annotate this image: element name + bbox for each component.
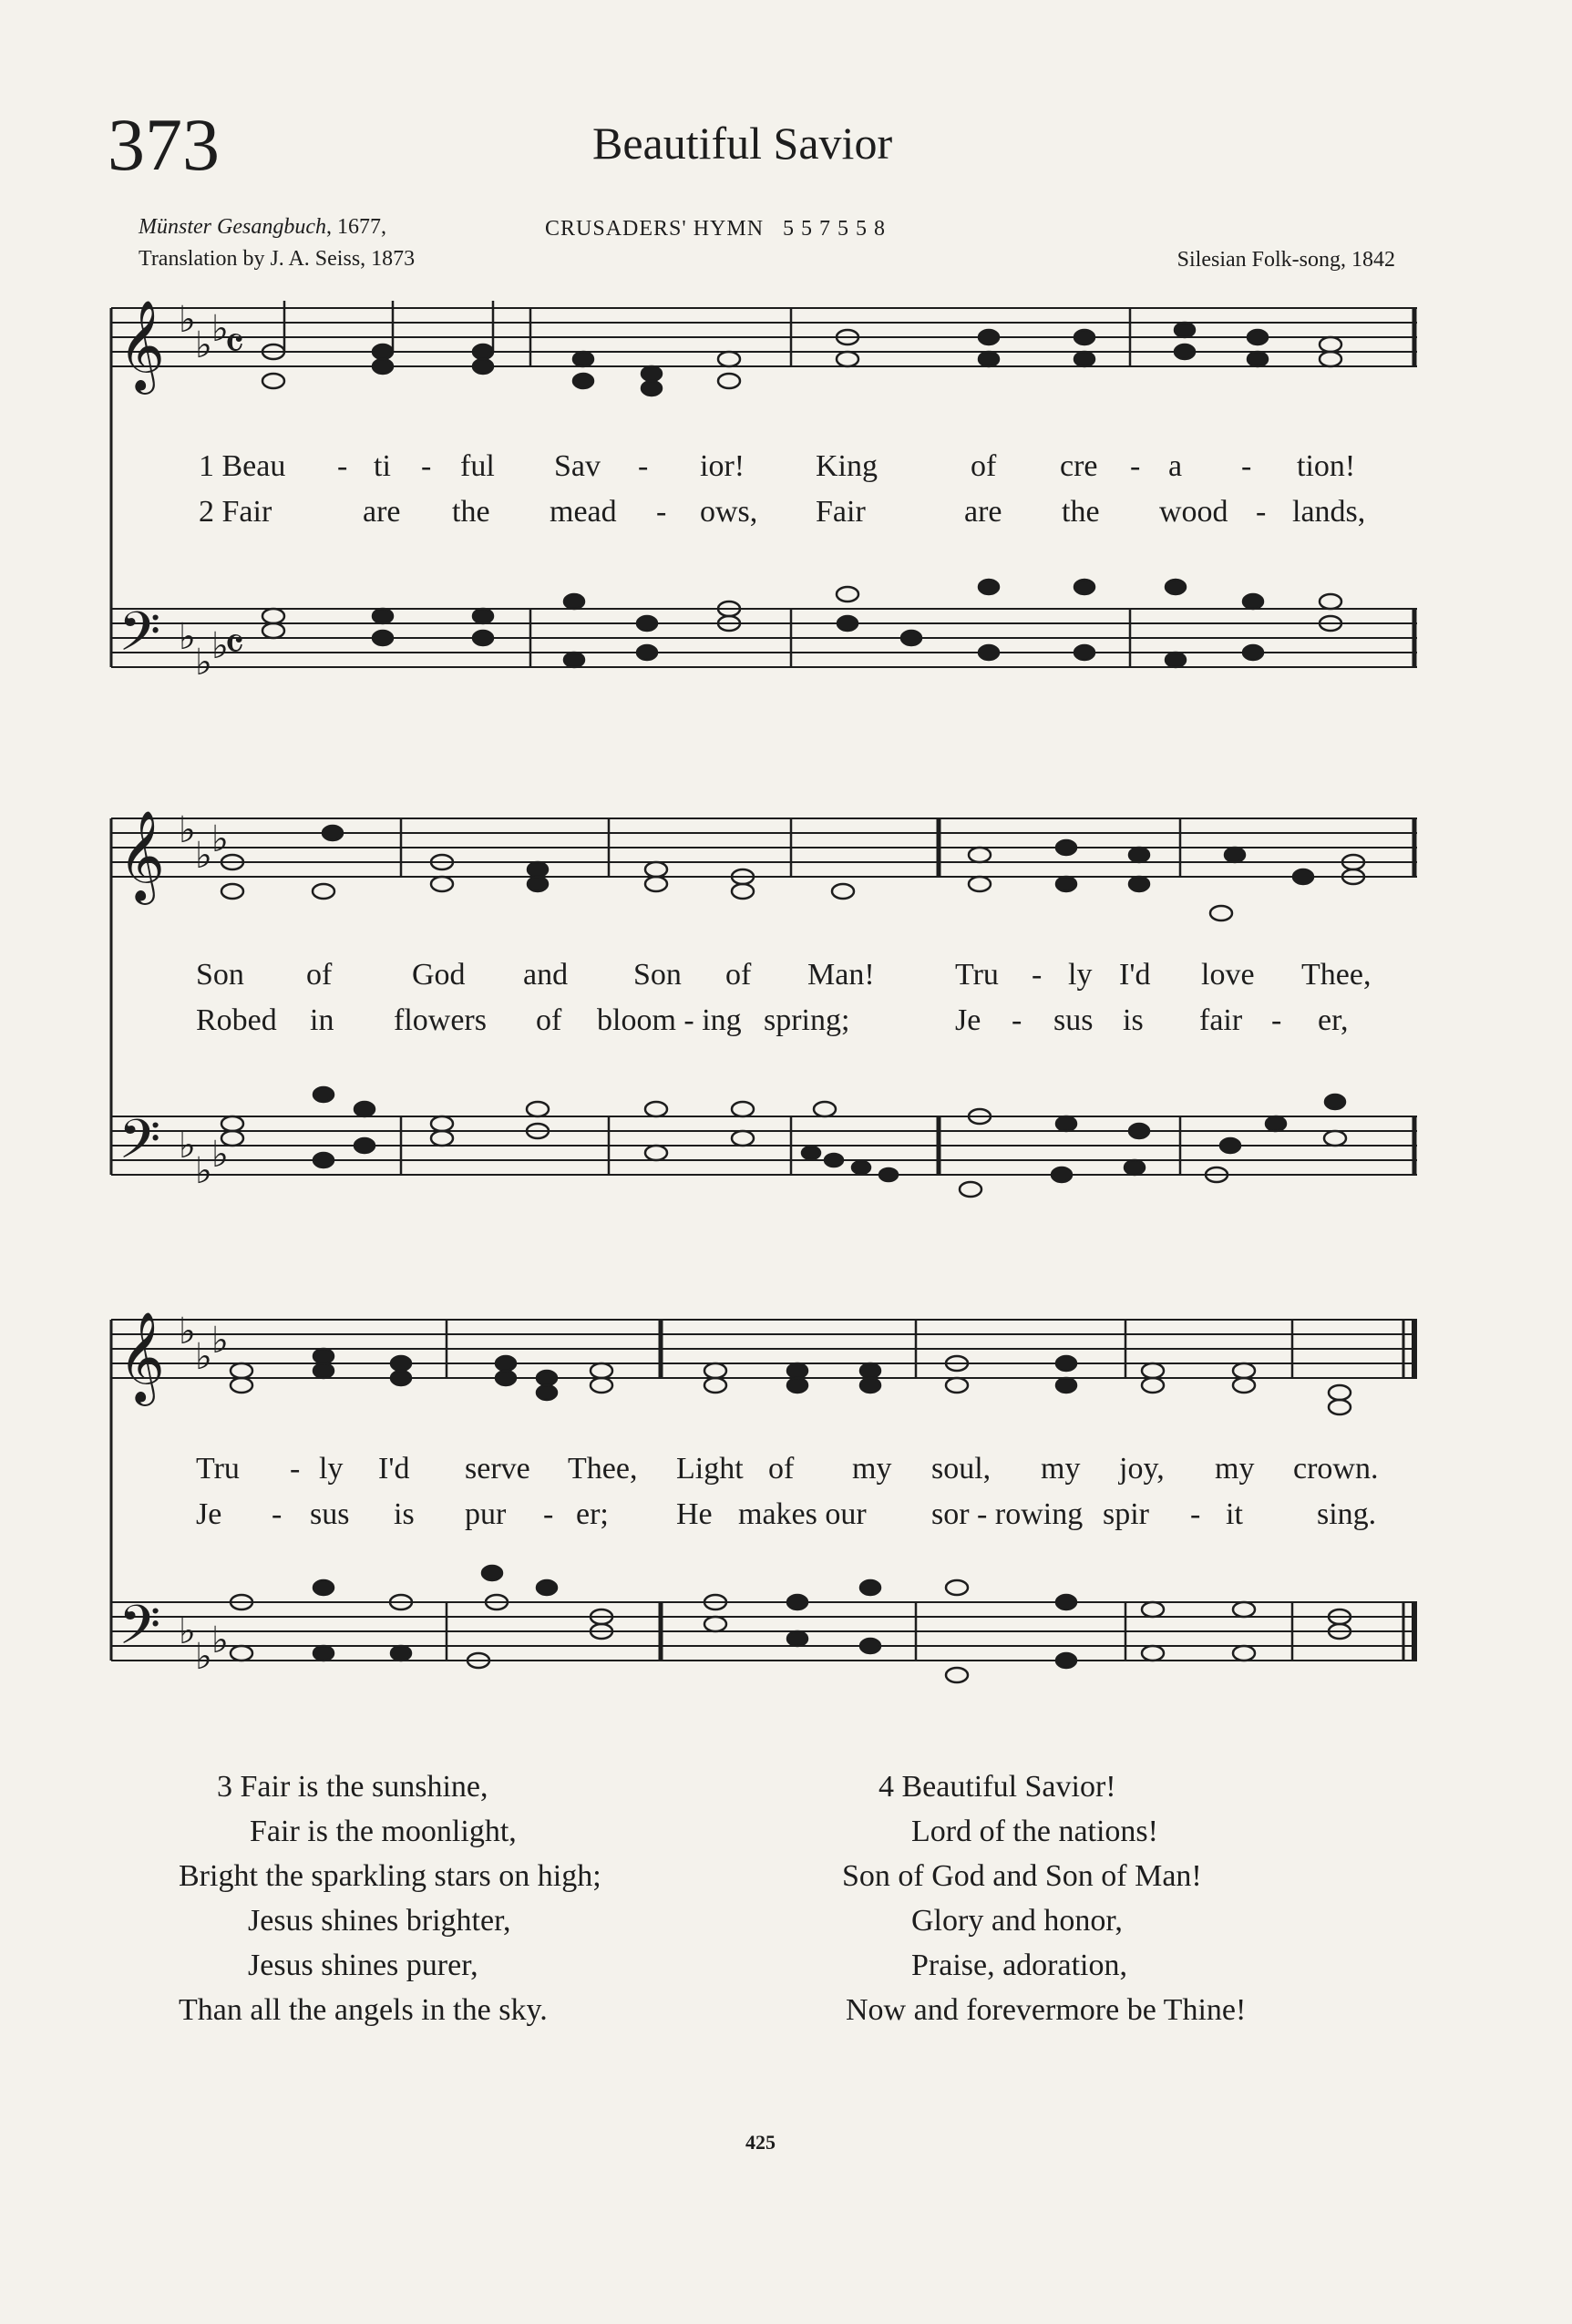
svg-text:♭: ♭ xyxy=(179,809,196,851)
stanza-line: 3 Fair is the sunshine, xyxy=(217,1770,488,1804)
svg-text:♭: ♭ xyxy=(211,1134,229,1176)
lyric-syllable: are xyxy=(964,495,1002,529)
stanza-line: Praise, adoration, xyxy=(911,1949,1127,1982)
lyric-syllable: 1 Beau xyxy=(199,449,286,483)
lyric-syllable: spring; xyxy=(764,1003,850,1037)
lyric-syllable: Tru xyxy=(955,958,999,992)
svg-text:𝄞: 𝄞 xyxy=(118,810,165,901)
stanza-line: 4 Beautiful Savior! xyxy=(878,1770,1116,1804)
stanza-3 xyxy=(179,1764,601,2032)
lyric-syllable: and xyxy=(523,958,569,992)
svg-text:𝄞: 𝄞 xyxy=(118,300,165,391)
lyric-syllable: Robed xyxy=(196,1003,277,1037)
lyric-hyphen: - xyxy=(1130,449,1141,483)
stanza-line: Son of God and Son of Man! xyxy=(842,1859,1202,1893)
lyric-hyphen: - xyxy=(272,1497,283,1531)
lyric-syllable: the xyxy=(1062,495,1100,529)
page-number: 425 xyxy=(745,2131,776,2154)
text-source-year: , 1677, xyxy=(325,215,386,239)
svg-text:♭: ♭ xyxy=(211,818,229,860)
lyric-syllable: er, xyxy=(1318,1003,1349,1037)
lyric-syllable: 2 Fair xyxy=(199,495,272,529)
system-3-treble-staff xyxy=(111,1320,1417,1378)
lyric-syllable: Light xyxy=(676,1452,744,1486)
lyric-syllable: Son xyxy=(196,958,244,992)
lyric-syllable: is xyxy=(1123,1003,1144,1037)
lyric-hyphen: - xyxy=(290,1452,301,1486)
svg-text:♭: ♭ xyxy=(179,1311,196,1352)
lyric-syllable: my xyxy=(852,1452,892,1486)
lyric-syllable: bloom - ing xyxy=(597,1003,742,1037)
svg-text:♭: ♭ xyxy=(179,299,196,341)
stanza-line: Jesus shines purer, xyxy=(248,1949,478,1982)
lyric-syllable: of xyxy=(306,958,333,992)
lyric-hyphen: - xyxy=(1032,958,1043,992)
lyric-syllable: are xyxy=(363,495,401,529)
lyric-syllable: Je xyxy=(955,1003,981,1037)
svg-text:♭: ♭ xyxy=(195,642,212,684)
lyric-syllable: Je xyxy=(196,1497,222,1531)
lyric-syllable: Son xyxy=(633,958,682,992)
lyric-syllable: God xyxy=(412,958,466,992)
svg-text:♭: ♭ xyxy=(179,616,196,658)
lyric-syllable: spir xyxy=(1103,1497,1149,1531)
svg-text:♭: ♭ xyxy=(211,625,229,667)
stanza-line: Than all the angels in the sky. xyxy=(179,1993,548,2027)
lyric-syllable: love xyxy=(1201,958,1255,992)
lyric-syllable: of xyxy=(971,449,997,483)
lyric-hyphen: - xyxy=(1271,1003,1282,1037)
lyric-syllable: I'd xyxy=(378,1452,410,1486)
lyric-syllable: cre xyxy=(1060,449,1098,483)
tune-name: CRUSADERS' HYMN xyxy=(545,217,765,241)
lyric-syllable: Tru xyxy=(196,1452,240,1486)
svg-text:♭: ♭ xyxy=(211,1620,229,1661)
lyric-syllable: sus xyxy=(1053,1003,1094,1037)
svg-text:𝄢: 𝄢 xyxy=(118,1593,161,1670)
svg-text:𝄢: 𝄢 xyxy=(118,1107,161,1184)
lyric-syllable: is xyxy=(394,1497,415,1531)
lyric-syllable: wood xyxy=(1159,495,1228,529)
lyric-syllable: my xyxy=(1215,1452,1255,1486)
lyric-syllable: He xyxy=(676,1497,713,1531)
svg-text:♭: ♭ xyxy=(195,1150,212,1192)
lyric-syllable: ly xyxy=(1068,958,1093,992)
stanza-line: Now and forevermore be Thine! xyxy=(846,1993,1247,2027)
svg-text:𝄴: 𝄴 xyxy=(224,317,245,370)
lyric-syllable: tion! xyxy=(1297,449,1356,483)
stanza-line: Glory and honor, xyxy=(911,1904,1123,1938)
lyric-syllable: fair xyxy=(1199,1003,1243,1037)
lyric-syllable: sor - rowing xyxy=(931,1497,1084,1531)
lyric-syllable: Thee, xyxy=(568,1452,638,1486)
lyric-syllable: Sav xyxy=(554,449,601,483)
system-3-bass-staff xyxy=(111,1602,1417,1661)
lyric-hyphen: - xyxy=(656,495,667,529)
system-1-treble-staff xyxy=(111,308,1417,366)
lyric-syllable: flowers xyxy=(394,1003,487,1037)
lyric-hyphen: - xyxy=(337,449,348,483)
svg-text:𝄴: 𝄴 xyxy=(224,618,245,671)
meter: 5 5 7 5 5 8 xyxy=(783,217,887,241)
svg-text:𝄞: 𝄞 xyxy=(118,1311,165,1403)
lyric-syllable: a xyxy=(1168,449,1183,483)
lyric-syllable: of xyxy=(536,1003,562,1037)
text-source: Münster Gesangbuch xyxy=(139,215,326,239)
lyric-hyphen: - xyxy=(543,1497,554,1531)
lyric-syllable: makes our xyxy=(738,1497,867,1531)
stanza-line: Fair is the moonlight, xyxy=(250,1815,517,1848)
lyric-hyphen: - xyxy=(638,449,649,483)
lyric-syllable: soul, xyxy=(931,1452,991,1486)
svg-text:♭: ♭ xyxy=(195,1636,212,1678)
hymn-number: 373 xyxy=(108,103,220,186)
svg-text:♭: ♭ xyxy=(179,1125,196,1167)
lyric-syllable: King xyxy=(816,449,878,483)
lyric-syllable: sing. xyxy=(1317,1497,1377,1531)
lyric-syllable: Fair xyxy=(816,495,866,529)
lyric-syllable: sus xyxy=(310,1497,350,1531)
lyric-hyphen: - xyxy=(1241,449,1252,483)
stanza-line: Bright the sparkling stars on high; xyxy=(179,1859,601,1893)
lyric-syllable: serve xyxy=(465,1452,530,1486)
lyric-hyphen: - xyxy=(1256,495,1267,529)
svg-text:𝄢: 𝄢 xyxy=(118,600,161,676)
hymn-title: Beautiful Savior xyxy=(592,118,893,169)
svg-text:♭: ♭ xyxy=(195,835,212,877)
lyric-syllable: Man! xyxy=(807,958,875,992)
stanza-line: Lord of the nations! xyxy=(911,1815,1158,1848)
lyric-syllable: pur xyxy=(465,1497,507,1531)
lyric-hyphen: - xyxy=(1190,1497,1201,1531)
lyric-syllable: ti xyxy=(374,449,391,483)
system-1-bass-staff xyxy=(111,609,1417,667)
music-source: Silesian Folk-song, 1842 xyxy=(1176,248,1395,272)
svg-text:♭: ♭ xyxy=(179,1610,196,1652)
lyric-hyphen: - xyxy=(1012,1003,1022,1037)
lyric-syllable: ly xyxy=(319,1452,344,1486)
system-2-treble-staff xyxy=(111,818,1417,877)
lyric-syllable: of xyxy=(768,1452,795,1486)
svg-text:♭: ♭ xyxy=(211,308,229,350)
lyric-syllable: it xyxy=(1226,1497,1243,1531)
lyric-syllable: I'd xyxy=(1119,958,1151,992)
stanza-4 xyxy=(842,1764,1246,2032)
lyric-syllable: mead xyxy=(550,495,617,529)
lyric-syllable: ows, xyxy=(700,495,758,529)
lyric-syllable: Thee, xyxy=(1301,958,1372,992)
lyric-syllable: ful xyxy=(460,449,495,483)
lyric-syllable: er; xyxy=(576,1497,609,1531)
lyric-syllable: my xyxy=(1041,1452,1081,1486)
svg-text:♭: ♭ xyxy=(195,324,212,366)
lyric-syllable: joy, xyxy=(1119,1452,1165,1486)
lyric-syllable: the xyxy=(452,495,490,529)
svg-text:♭: ♭ xyxy=(195,1336,212,1378)
lyric-syllable: of xyxy=(725,958,752,992)
stanza-line: Jesus shines brighter, xyxy=(248,1904,511,1938)
lyric-hyphen: - xyxy=(421,449,432,483)
lyric-syllable: crown. xyxy=(1293,1452,1379,1486)
lyric-syllable: lands, xyxy=(1292,495,1366,529)
lyric-syllable: ior! xyxy=(700,449,745,483)
translation-credit: Translation by J. A. Seiss, 1873 xyxy=(139,246,416,271)
svg-text:♭: ♭ xyxy=(211,1320,229,1362)
lyric-syllable: in xyxy=(310,1003,334,1037)
